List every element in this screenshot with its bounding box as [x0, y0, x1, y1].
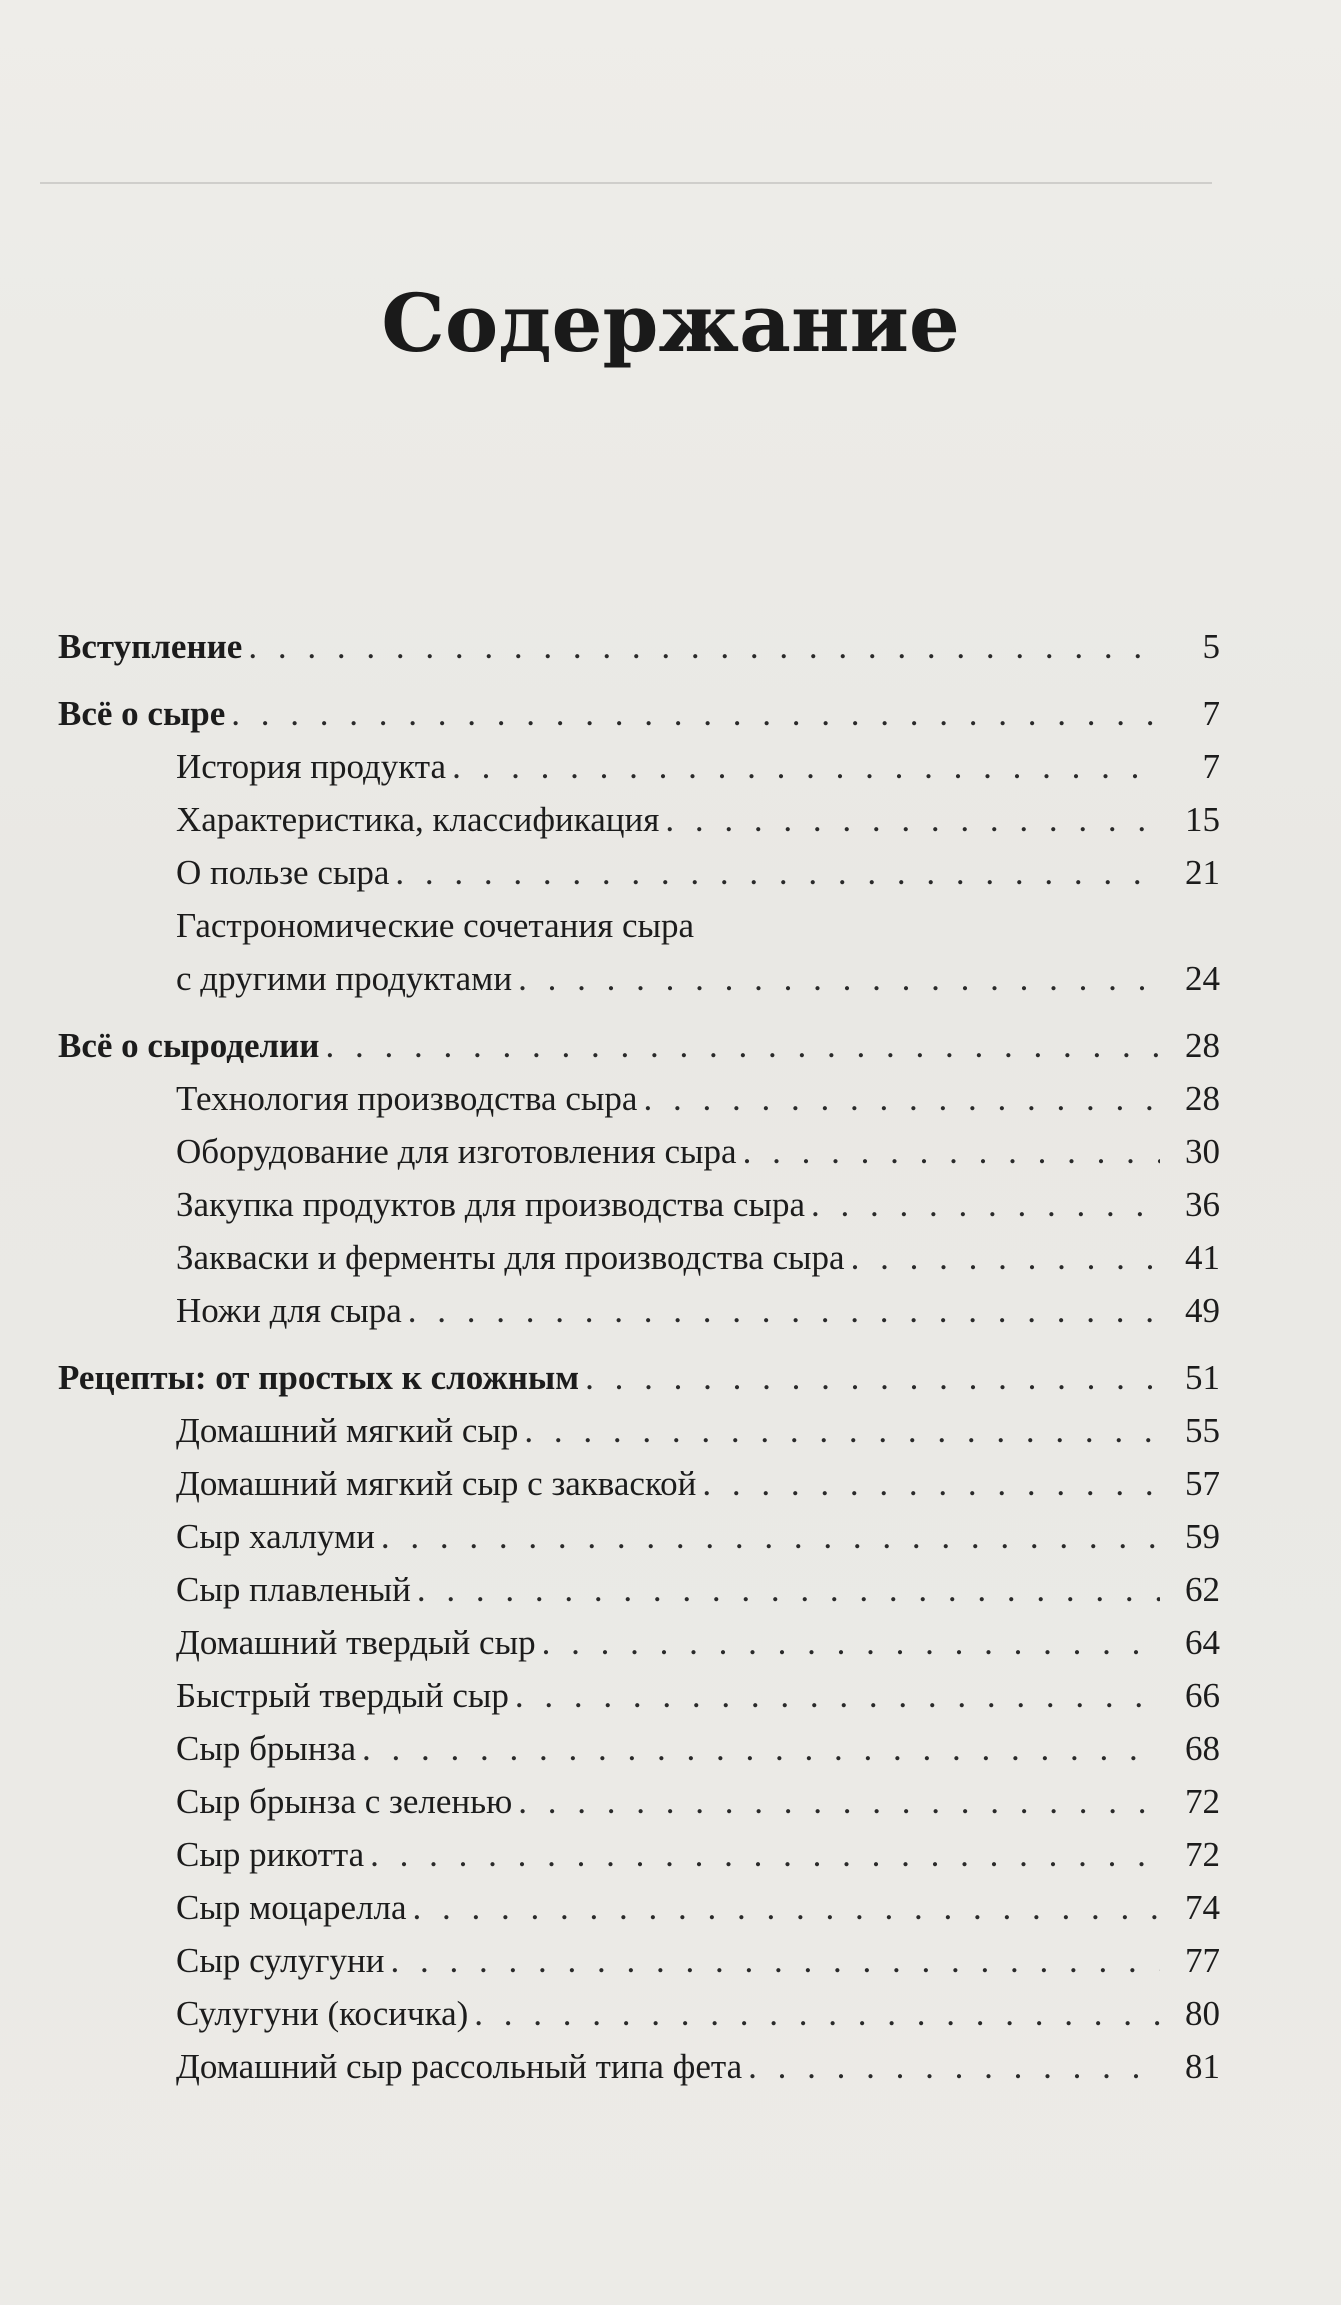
toc-page-number: 81: [1185, 2047, 1220, 2086]
dot-leader: [390, 1934, 1160, 1987]
dot-leader: [325, 1019, 1160, 1072]
toc-page-number: 62: [1185, 1570, 1220, 1609]
toc-page-number: 72: [1185, 1782, 1220, 1821]
table-of-contents: [58, 620, 1220, 2093]
dot-leader: [585, 1351, 1160, 1404]
dot-leader: [515, 1669, 1160, 1722]
dot-leader: [851, 1231, 1160, 1284]
toc-page-number: 24: [1185, 959, 1220, 998]
toc-page-number: 7: [1202, 694, 1220, 733]
toc-entry-label: Всё о сыроделии: [58, 1026, 320, 1065]
toc-entry: [58, 1231, 1220, 1284]
page-title: Содержание: [381, 275, 960, 370]
toc-entry-label: Домашний сыр рассольный типа фета: [176, 2047, 743, 2086]
toc-entry: [58, 1284, 1220, 1337]
dot-leader: [381, 1510, 1160, 1563]
toc-entry: [58, 1457, 1220, 1510]
toc-entry: [58, 1178, 1220, 1231]
toc-entry: [58, 1775, 1220, 1828]
toc-entry: [58, 1881, 1220, 1934]
toc-page-number: 57: [1185, 1464, 1220, 1503]
toc-page-number: 68: [1185, 1729, 1220, 1768]
toc-entry-label: Всё о сыре: [58, 694, 226, 733]
toc-entry-label: Сулугуни (косичка): [176, 1994, 469, 2033]
toc-section-entry: [58, 1019, 1220, 1072]
toc-page-number: 55: [1185, 1411, 1220, 1450]
dot-leader: [452, 740, 1160, 793]
toc-entry-label: Сыр плавленый: [176, 1570, 411, 1609]
dot-leader: [248, 620, 1160, 673]
toc-page-number: 30: [1185, 1132, 1220, 1171]
toc-entry-label: Сыр моцарелла: [176, 1888, 407, 1927]
dot-leader: [362, 1722, 1160, 1775]
toc-entry-label: Сыр сулугуни: [176, 1941, 385, 1980]
header-rule: [40, 182, 1212, 184]
dot-leader: [474, 1987, 1160, 2040]
toc-page-number: 74: [1185, 1888, 1220, 1927]
toc-entry: [58, 1563, 1220, 1616]
toc-entry-label: История продукта: [176, 747, 447, 786]
toc-entry: [58, 1828, 1220, 1881]
toc-entry-label: Рецепты: от простых к сложным: [58, 1358, 580, 1397]
toc-entry: [58, 1669, 1220, 1722]
toc-entry: [58, 846, 1220, 899]
toc-entry: [58, 740, 1220, 793]
toc-entry-label: Домашний твердый сыр: [176, 1623, 536, 1662]
toc-page-number: 21: [1185, 853, 1220, 892]
toc-entry: [58, 952, 1220, 1005]
toc-section-entry: [58, 620, 1220, 673]
toc-entry: [58, 1616, 1220, 1669]
toc-entry-label: Вступление: [58, 627, 243, 666]
toc-entry-label: Домашний мягкий сыр с закваской: [176, 1464, 697, 1503]
toc-entry: [58, 1934, 1220, 1987]
dot-leader: [524, 1404, 1160, 1457]
toc-entry: [58, 1722, 1220, 1775]
toc-entry-label: Сыр брынза: [176, 1729, 357, 1768]
dot-leader: [231, 687, 1160, 740]
toc-entry-label: с другими продуктами: [176, 959, 513, 998]
toc-page-number: 28: [1185, 1079, 1220, 1118]
toc-entry-label: Сыр брынза с зеленью: [176, 1782, 513, 1821]
toc-entry: [58, 1987, 1220, 2040]
toc-entry-label: Характеристика, классификация: [176, 800, 660, 839]
toc-section-entry: [58, 687, 1220, 740]
toc-page-number: 41: [1185, 1238, 1220, 1277]
dot-leader: [370, 1828, 1160, 1881]
dot-leader: [518, 1775, 1160, 1828]
toc-entry: [58, 793, 1220, 846]
toc-page-number: 28: [1185, 1026, 1220, 1065]
dot-leader: [743, 1125, 1160, 1178]
dot-leader: [413, 1881, 1160, 1934]
toc-page-number: 51: [1185, 1358, 1220, 1397]
toc-page-number: 59: [1185, 1517, 1220, 1556]
toc-entry-label: Закупка продуктов для производства сыра: [176, 1185, 806, 1224]
toc-entry-label: Сыр халлуми: [176, 1517, 375, 1556]
toc-page-number: 66: [1185, 1676, 1220, 1715]
toc-entry: [58, 1125, 1220, 1178]
dot-leader: [417, 1563, 1160, 1616]
toc-page-number: 80: [1185, 1994, 1220, 2033]
dot-leader: [748, 2040, 1160, 2093]
toc-entry-label: О пользе сыра: [176, 853, 390, 892]
toc-entry-label: Быстрый твердый сыр: [176, 1676, 509, 1715]
toc-entry: [58, 1072, 1220, 1125]
dot-leader: [518, 952, 1160, 1005]
toc-entry-label: Гастрономические сочетания сыра: [176, 906, 695, 945]
toc-page-number: 5: [1202, 627, 1220, 666]
toc-entry-label: Закваски и ферменты для производства сыра: [176, 1238, 845, 1277]
toc-entry: [58, 1510, 1220, 1563]
toc-entry: [58, 1404, 1220, 1457]
toc-page-number: 36: [1185, 1185, 1220, 1224]
toc-page-number: 49: [1185, 1291, 1220, 1330]
toc-entry-label: Домашний мягкий сыр: [176, 1411, 519, 1450]
dot-leader: [408, 1284, 1160, 1337]
toc-entry: [58, 899, 1220, 952]
toc-entry-label: Технология производства сыра: [176, 1079, 638, 1118]
dot-leader: [395, 846, 1160, 899]
toc-section-entry: [58, 1351, 1220, 1404]
toc-entry-label: Ножи для сыра: [176, 1291, 402, 1330]
toc-page-number: 72: [1185, 1835, 1220, 1874]
dot-leader: [643, 1072, 1160, 1125]
toc-entry-label: Оборудование для изготовления сыра: [176, 1132, 737, 1171]
dot-leader: [542, 1616, 1160, 1669]
toc-page-number: 77: [1185, 1941, 1220, 1980]
toc-page-number: 15: [1185, 800, 1220, 839]
dot-leader: [665, 793, 1160, 846]
toc-page-number: 64: [1185, 1623, 1220, 1662]
dot-leader: [702, 1457, 1160, 1510]
dot-leader: [811, 1178, 1160, 1231]
toc-entry: [58, 2040, 1220, 2093]
toc-entry-label: Сыр рикотта: [176, 1835, 365, 1874]
toc-page-number: 7: [1202, 747, 1220, 786]
